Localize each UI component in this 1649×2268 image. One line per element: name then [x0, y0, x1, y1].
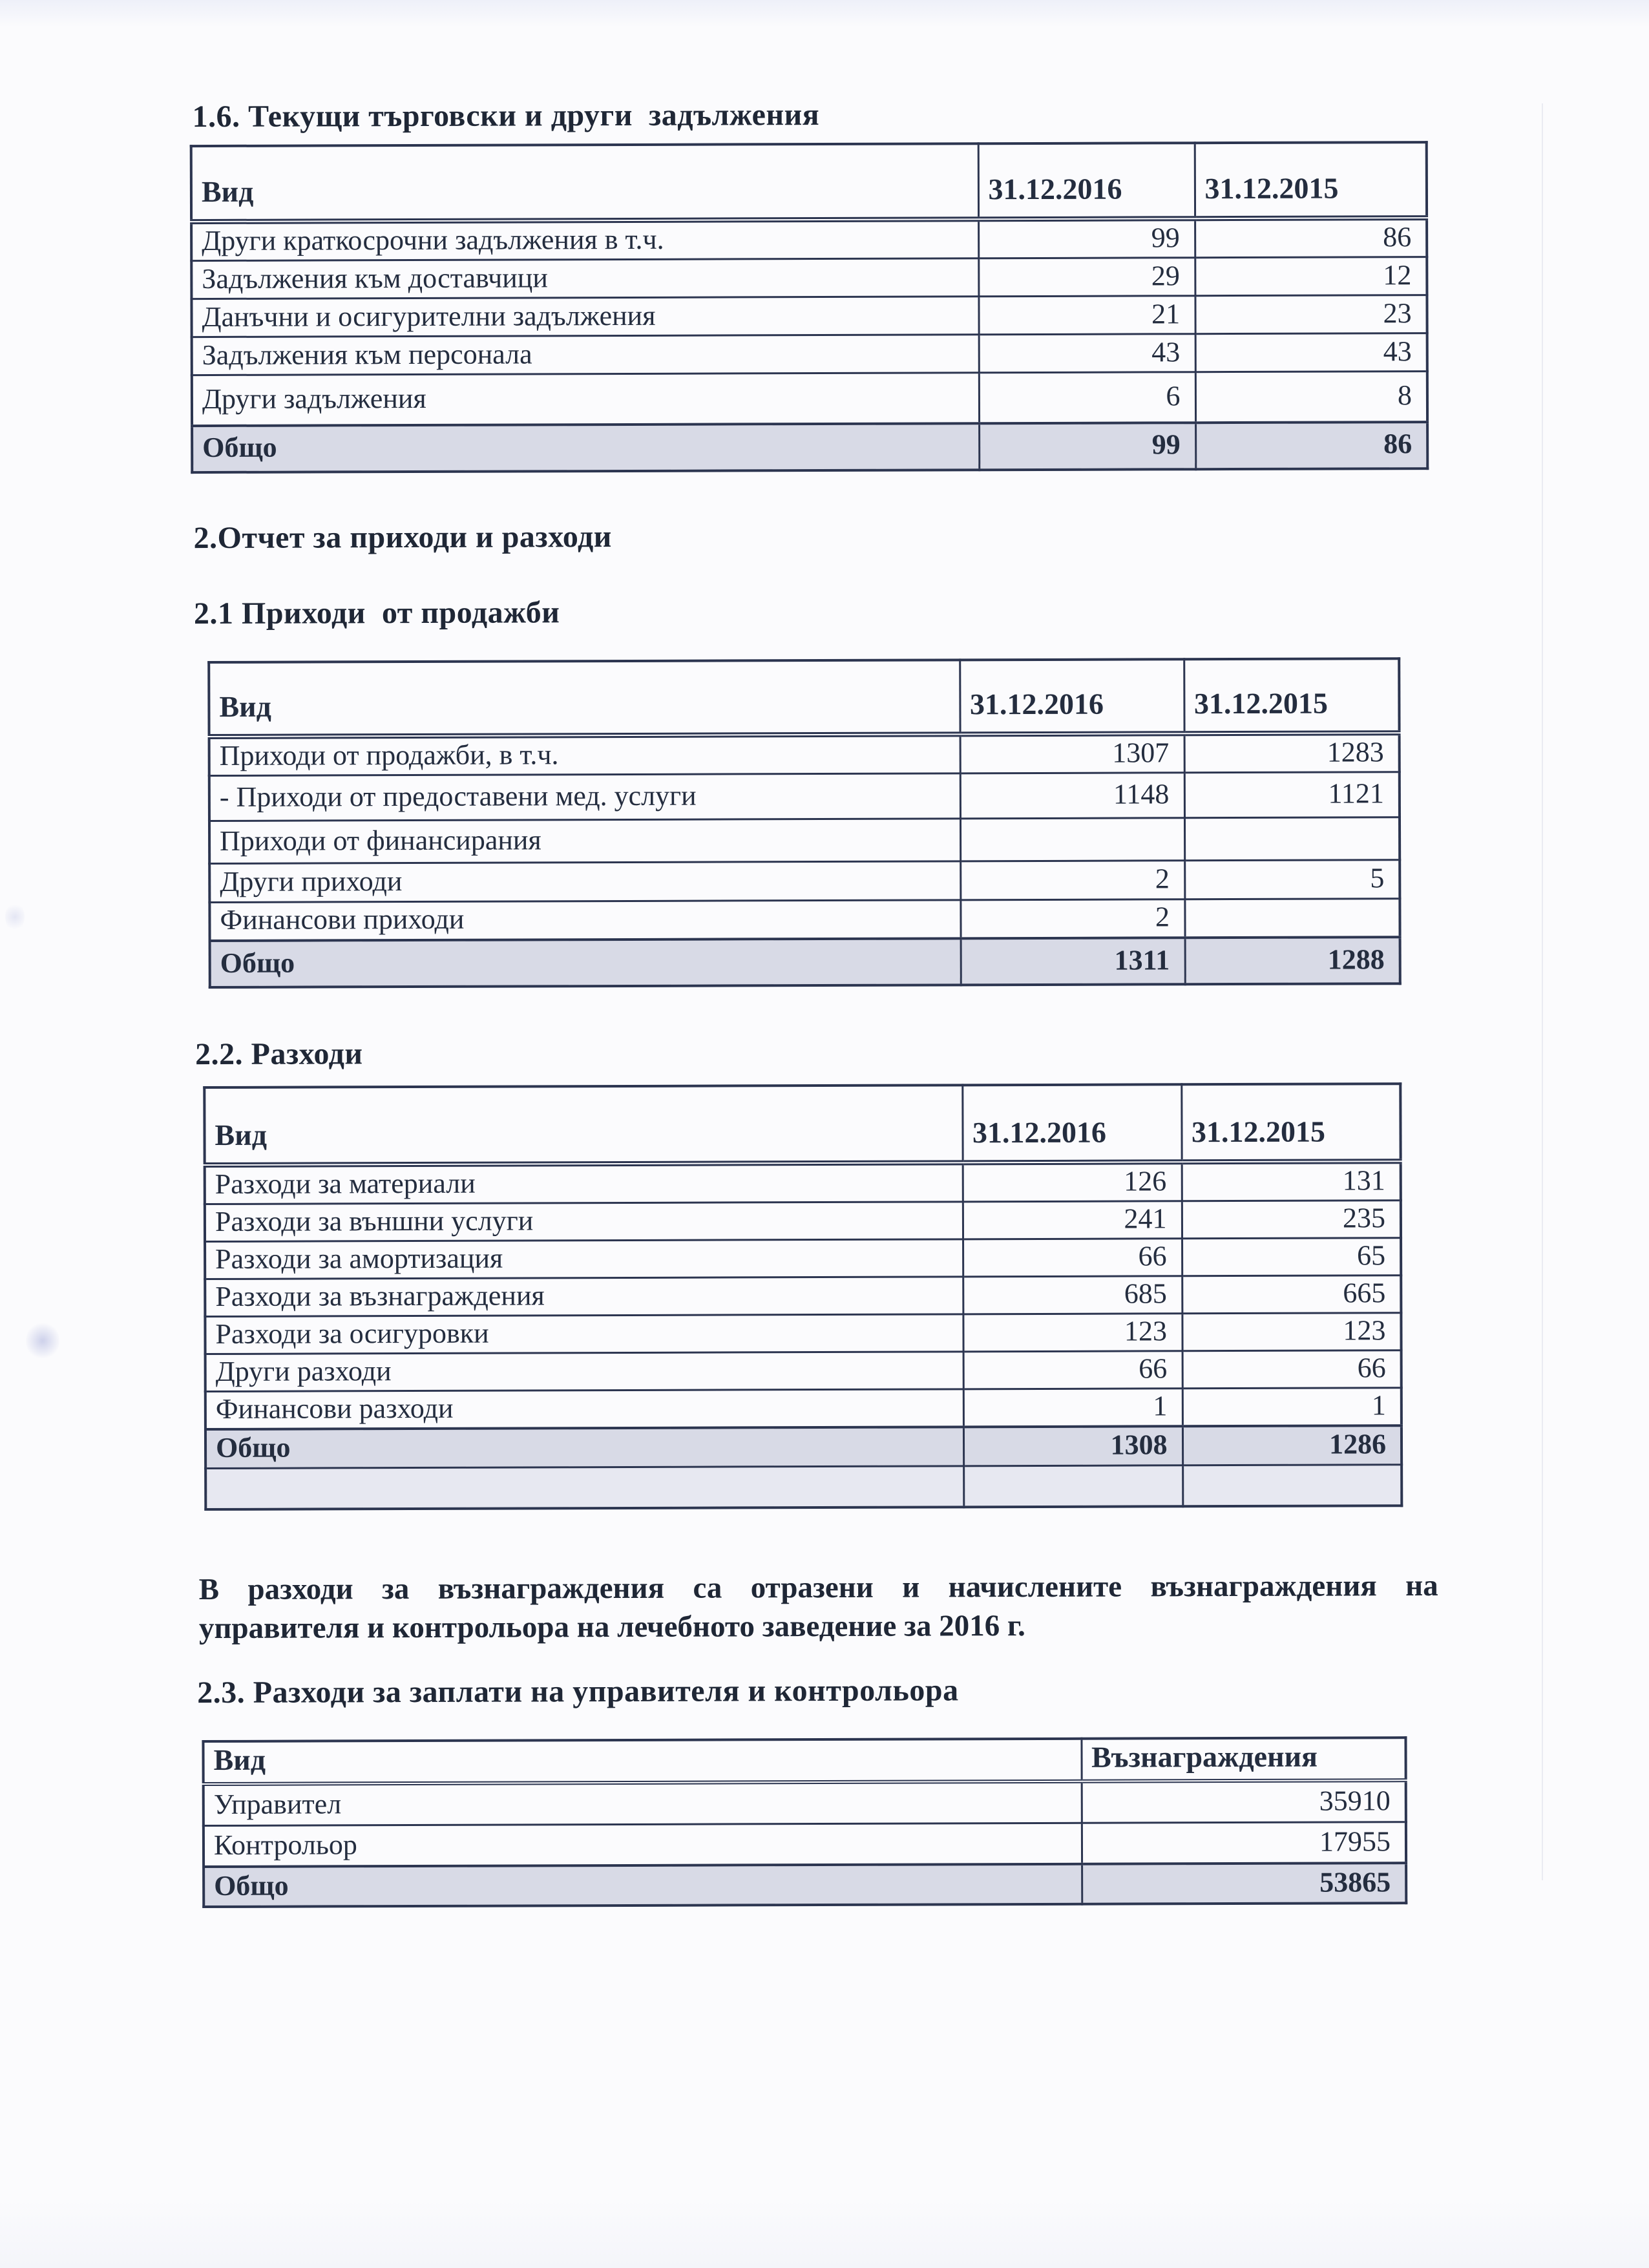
- value-cell: 235: [1182, 1201, 1401, 1239]
- table-row: [205, 1201, 1401, 1242]
- scan-artifact-line: [1542, 103, 1543, 1880]
- value-cell: 43: [979, 334, 1195, 373]
- value-cell: 665: [1182, 1276, 1401, 1314]
- section-heading-1-6: 1.6. Текущи търговски и други задължения: [192, 98, 820, 134]
- table-row: [209, 898, 1400, 941]
- value-cell: 2: [960, 860, 1184, 899]
- row-label-cell: Други задължения: [192, 373, 979, 426]
- column-header: Вид: [209, 660, 960, 737]
- column-header: 31.12.2016: [962, 1084, 1181, 1162]
- paragraph-line-2: управителя и контрольора на лечебното заведение за 2016 г.: [198, 1609, 1025, 1646]
- value-cell: 1288: [1185, 937, 1400, 984]
- table-row: [205, 1388, 1402, 1429]
- value-cell: 12: [1195, 257, 1427, 296]
- section-heading-2: 2.Отчет за приходи и разходи: [193, 519, 612, 555]
- row-label-cell: Други приходи: [209, 861, 960, 902]
- header-row: [204, 1084, 1400, 1165]
- value-cell: 1121: [1184, 772, 1400, 817]
- row-label-cell: Финансови приходи: [209, 899, 960, 941]
- empty-row: [205, 1464, 1402, 1509]
- value-cell: 99: [978, 218, 1195, 258]
- row-label-cell: - Приходи от предоставени мед. услуги: [209, 773, 960, 821]
- table-row: [209, 733, 1400, 775]
- total-row: [204, 1863, 1406, 1907]
- row-label-cell: Други разходи: [205, 1352, 963, 1392]
- value-cell: [1182, 1464, 1402, 1506]
- row-label-cell: Разходи за амортизация: [205, 1239, 963, 1279]
- header-row: [191, 142, 1427, 222]
- value-cell: 65: [1182, 1238, 1401, 1276]
- table-row: [191, 218, 1427, 261]
- value-cell: 35910: [1082, 1780, 1406, 1823]
- table-row: [192, 372, 1427, 426]
- table-row: [209, 772, 1400, 821]
- value-cell: 66: [963, 1239, 1182, 1277]
- table-row: [205, 1238, 1401, 1279]
- value-cell: 1311: [961, 938, 1185, 985]
- row-label-cell: Разходи за възнаграждения: [205, 1277, 963, 1317]
- table-row: [209, 817, 1400, 863]
- row-label-cell: [205, 1465, 963, 1509]
- value-cell: 53865: [1082, 1863, 1406, 1904]
- total-row: [205, 1425, 1402, 1468]
- value-cell: 126: [963, 1162, 1182, 1202]
- value-cell: 99: [979, 423, 1195, 470]
- value-cell: 21: [978, 296, 1195, 335]
- value-cell: 1: [963, 1389, 1182, 1427]
- value-cell: 8: [1195, 372, 1427, 423]
- total-row: [210, 937, 1400, 987]
- value-cell: 1: [1182, 1388, 1402, 1427]
- value-cell: 123: [1182, 1313, 1401, 1351]
- column-header: Вид: [191, 143, 978, 222]
- value-cell: 86: [1195, 422, 1427, 469]
- header-row: [203, 1738, 1405, 1785]
- column-header: Възнаграждения: [1081, 1738, 1405, 1782]
- column-header: Вид: [204, 1085, 962, 1165]
- column-header: 31.12.2015: [1181, 1084, 1400, 1162]
- value-cell: [1184, 817, 1400, 860]
- table-row: [204, 1780, 1406, 1825]
- table-row: [192, 333, 1427, 375]
- table-expenses: [203, 1082, 1403, 1511]
- value-cell: 1286: [1182, 1425, 1402, 1465]
- row-label-cell: Разходи за материали: [205, 1162, 963, 1204]
- table-sales-revenue: [207, 657, 1402, 989]
- value-cell: 6: [979, 372, 1195, 423]
- row-label-cell: Общо: [205, 1427, 963, 1468]
- scan-artifact-smudge: [5, 902, 25, 932]
- row-label-cell: Контрольор: [204, 1823, 1082, 1867]
- value-cell: 1308: [963, 1426, 1182, 1465]
- remuneration-note-paragraph: [199, 1566, 1438, 1648]
- value-cell: 241: [963, 1201, 1182, 1239]
- table-current-trade-liabilities: [190, 141, 1429, 474]
- value-cell: 43: [1195, 333, 1427, 372]
- row-label-cell: Общо: [192, 423, 979, 472]
- section-heading-2-2: 2.2. Разходи: [195, 1036, 363, 1072]
- value-cell: 1307: [960, 733, 1184, 773]
- paragraph-line-1: В разходи за възнаграждения са отразени и начислените възнаграждения на: [198, 1569, 1438, 1607]
- column-header: 31.12.2016: [960, 659, 1184, 734]
- value-cell: 86: [1195, 218, 1427, 258]
- value-cell: [960, 817, 1184, 861]
- table-row: [205, 1313, 1401, 1354]
- value-cell: 123: [963, 1314, 1182, 1352]
- value-cell: 66: [1182, 1350, 1402, 1389]
- column-header: 31.12.2016: [978, 143, 1195, 219]
- value-cell: 29: [978, 258, 1195, 297]
- header-row: [209, 658, 1399, 737]
- table-row: [204, 1822, 1406, 1867]
- total-row: [192, 422, 1427, 472]
- value-cell: [1184, 898, 1400, 938]
- value-cell: [963, 1465, 1182, 1507]
- value-cell: 17955: [1082, 1822, 1406, 1864]
- value-cell: 1148: [960, 772, 1184, 818]
- row-label-cell: Общо: [210, 938, 961, 987]
- value-cell: 5: [1184, 859, 1400, 899]
- section-heading-2-3: 2.3. Разходи за заплати на управителя и контрольора: [197, 1673, 959, 1710]
- row-label-cell: Общо: [204, 1864, 1082, 1907]
- scan-artifact-smudge: [26, 1321, 59, 1360]
- row-label-cell: Управител: [204, 1781, 1082, 1825]
- row-label-cell: Финансови разходи: [205, 1389, 963, 1429]
- column-header: 31.12.2015: [1195, 142, 1427, 218]
- column-header: Вид: [203, 1739, 1081, 1784]
- table-row: [205, 1276, 1401, 1317]
- value-cell: 131: [1182, 1161, 1401, 1201]
- row-label-cell: Приходи от финансирания: [209, 818, 960, 863]
- row-label-cell: Задължения към доставчици: [191, 258, 978, 299]
- value-cell: 685: [963, 1276, 1182, 1314]
- row-label-cell: Приходи от продажби, в т.ч.: [209, 734, 960, 775]
- row-label-cell: Разходи за външни услуги: [205, 1202, 963, 1242]
- value-cell: 23: [1195, 295, 1427, 334]
- column-header: 31.12.2015: [1184, 658, 1399, 733]
- value-cell: 2: [960, 899, 1184, 938]
- table-row: [191, 295, 1427, 337]
- value-cell: 1283: [1184, 733, 1400, 773]
- table-row: [209, 859, 1400, 902]
- row-label-cell: Задължения към персонала: [192, 335, 979, 375]
- row-label-cell: Разходи за осигуровки: [205, 1314, 963, 1354]
- row-label-cell: Други краткосрочни задължения в т.ч.: [191, 219, 978, 260]
- table-row: [205, 1350, 1402, 1392]
- section-heading-2-1: 2.1 Приходи от продажби: [193, 594, 560, 631]
- value-cell: 66: [963, 1351, 1182, 1389]
- table-management-salaries: [202, 1736, 1407, 1908]
- row-label-cell: Данъчни и осигурителни задължения: [191, 297, 978, 337]
- table-row: [205, 1161, 1401, 1204]
- table-row: [191, 257, 1427, 299]
